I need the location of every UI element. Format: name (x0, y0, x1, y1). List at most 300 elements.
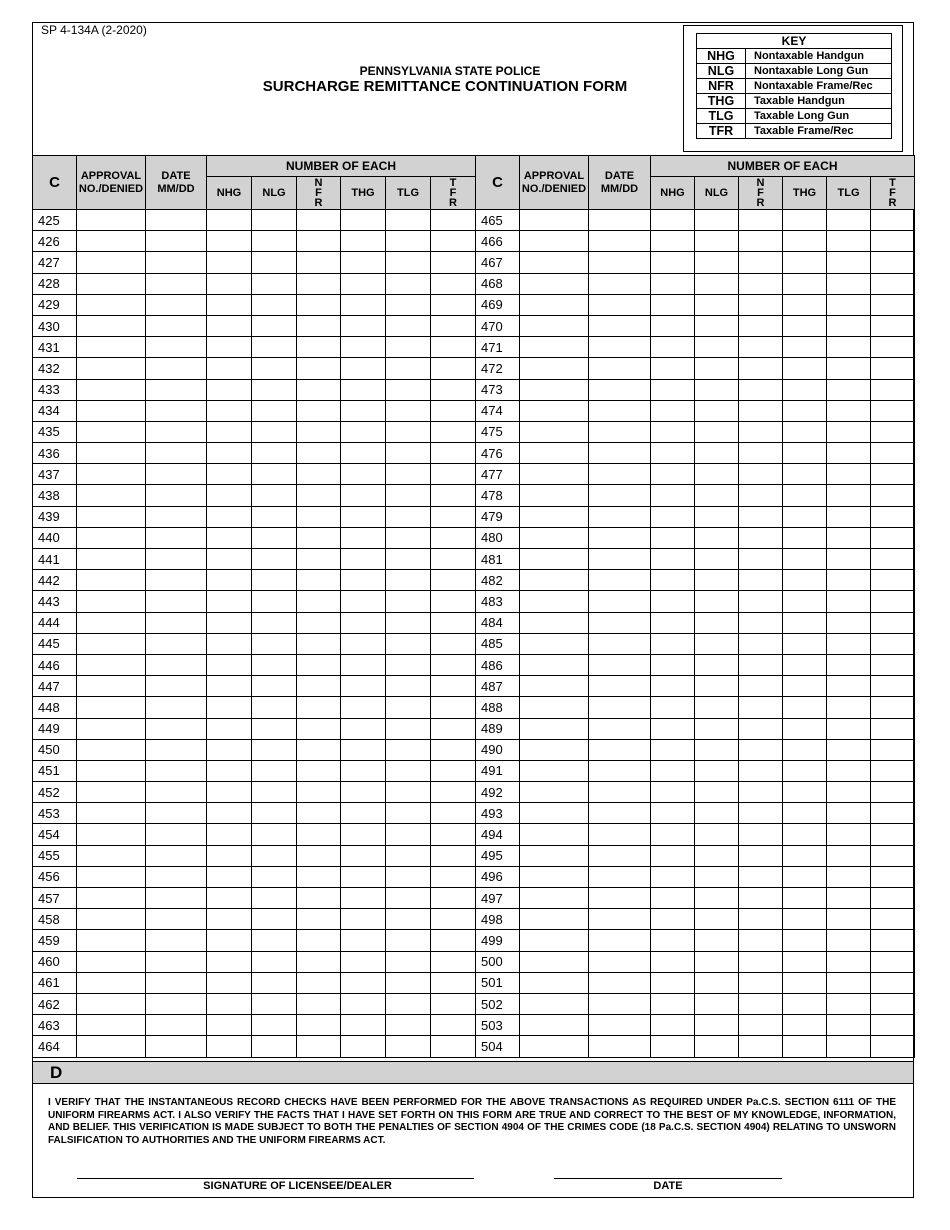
entry-cell[interactable] (520, 591, 589, 612)
entry-cell[interactable] (589, 421, 651, 442)
entry-cell[interactable] (651, 930, 695, 951)
entry-cell[interactable] (520, 570, 589, 591)
entry-cell[interactable] (589, 337, 651, 358)
entry-cell[interactable] (252, 400, 297, 421)
entry-cell[interactable] (651, 294, 695, 315)
entry-cell[interactable] (207, 972, 252, 993)
entry-cell[interactable] (146, 1015, 207, 1036)
entry-cell[interactable] (739, 337, 783, 358)
entry-cell[interactable] (739, 888, 783, 909)
entry-cell[interactable] (783, 824, 827, 845)
entry-cell[interactable] (739, 972, 783, 993)
entry-cell[interactable] (695, 633, 739, 654)
entry-cell[interactable] (431, 866, 476, 887)
entry-cell[interactable] (589, 273, 651, 294)
entry-cell[interactable] (297, 294, 341, 315)
entry-cell[interactable] (252, 570, 297, 591)
entry-cell[interactable] (252, 1036, 297, 1057)
entry-cell[interactable] (783, 930, 827, 951)
entry-cell[interactable] (520, 782, 589, 803)
entry-cell[interactable] (739, 739, 783, 760)
entry-cell[interactable] (386, 718, 431, 739)
entry-cell[interactable] (207, 273, 252, 294)
entry-cell[interactable] (783, 252, 827, 273)
entry-cell[interactable] (341, 930, 386, 951)
entry-cell[interactable] (520, 697, 589, 718)
entry-cell[interactable] (520, 824, 589, 845)
entry-cell[interactable] (520, 315, 589, 336)
entry-cell[interactable] (695, 231, 739, 252)
entry-cell[interactable] (651, 824, 695, 845)
entry-cell[interactable] (589, 485, 651, 506)
entry-cell[interactable] (341, 739, 386, 760)
entry-cell[interactable] (77, 930, 146, 951)
entry-cell[interactable] (431, 506, 476, 527)
entry-cell[interactable] (520, 654, 589, 675)
entry-cell[interactable] (827, 972, 871, 993)
entry-cell[interactable] (871, 909, 915, 930)
entry-cell[interactable] (695, 782, 739, 803)
entry-cell[interactable] (651, 379, 695, 400)
entry-cell[interactable] (739, 845, 783, 866)
entry-cell[interactable] (651, 400, 695, 421)
entry-cell[interactable] (146, 252, 207, 273)
entry-cell[interactable] (341, 252, 386, 273)
entry-cell[interactable] (651, 421, 695, 442)
entry-cell[interactable] (297, 803, 341, 824)
entry-cell[interactable] (146, 421, 207, 442)
entry-cell[interactable] (739, 591, 783, 612)
entry-cell[interactable] (783, 612, 827, 633)
entry-cell[interactable] (341, 951, 386, 972)
entry-cell[interactable] (146, 506, 207, 527)
entry-cell[interactable] (695, 527, 739, 548)
entry-cell[interactable] (695, 294, 739, 315)
entry-cell[interactable] (297, 506, 341, 527)
entry-cell[interactable] (341, 972, 386, 993)
entry-cell[interactable] (341, 210, 386, 231)
entry-cell[interactable] (252, 612, 297, 633)
entry-cell[interactable] (651, 1015, 695, 1036)
entry-cell[interactable] (589, 294, 651, 315)
entry-cell[interactable] (77, 739, 146, 760)
entry-cell[interactable] (146, 400, 207, 421)
entry-cell[interactable] (297, 697, 341, 718)
entry-cell[interactable] (651, 866, 695, 887)
entry-cell[interactable] (871, 612, 915, 633)
entry-cell[interactable] (520, 951, 589, 972)
entry-cell[interactable] (297, 888, 341, 909)
entry-cell[interactable] (871, 464, 915, 485)
entry-cell[interactable] (589, 1015, 651, 1036)
entry-cell[interactable] (695, 337, 739, 358)
entry-cell[interactable] (871, 866, 915, 887)
entry-cell[interactable] (297, 591, 341, 612)
entry-cell[interactable] (252, 718, 297, 739)
entry-cell[interactable] (871, 294, 915, 315)
entry-cell[interactable] (651, 718, 695, 739)
entry-cell[interactable] (77, 549, 146, 570)
entry-cell[interactable] (146, 570, 207, 591)
entry-cell[interactable] (695, 485, 739, 506)
entry-cell[interactable] (386, 252, 431, 273)
entry-cell[interactable] (783, 888, 827, 909)
entry-cell[interactable] (341, 379, 386, 400)
entry-cell[interactable] (207, 527, 252, 548)
entry-cell[interactable] (783, 400, 827, 421)
entry-cell[interactable] (77, 824, 146, 845)
entry-cell[interactable] (431, 782, 476, 803)
entry-cell[interactable] (739, 379, 783, 400)
entry-cell[interactable] (207, 782, 252, 803)
entry-cell[interactable] (589, 888, 651, 909)
entry-cell[interactable] (827, 1036, 871, 1057)
entry-cell[interactable] (77, 909, 146, 930)
entry-cell[interactable] (297, 527, 341, 548)
entry-cell[interactable] (252, 845, 297, 866)
entry-cell[interactable] (252, 294, 297, 315)
entry-cell[interactable] (386, 993, 431, 1014)
entry-cell[interactable] (252, 485, 297, 506)
entry-cell[interactable] (297, 464, 341, 485)
entry-cell[interactable] (651, 231, 695, 252)
entry-cell[interactable] (207, 210, 252, 231)
entry-cell[interactable] (739, 231, 783, 252)
entry-cell[interactable] (651, 739, 695, 760)
entry-cell[interactable] (146, 231, 207, 252)
entry-cell[interactable] (431, 888, 476, 909)
entry-cell[interactable] (871, 421, 915, 442)
entry-cell[interactable] (739, 718, 783, 739)
entry-cell[interactable] (297, 739, 341, 760)
entry-cell[interactable] (386, 549, 431, 570)
entry-cell[interactable] (431, 591, 476, 612)
entry-cell[interactable] (589, 909, 651, 930)
entry-cell[interactable] (297, 1015, 341, 1036)
entry-cell[interactable] (589, 400, 651, 421)
entry-cell[interactable] (431, 337, 476, 358)
entry-cell[interactable] (695, 273, 739, 294)
entry-cell[interactable] (827, 676, 871, 697)
entry-cell[interactable] (695, 866, 739, 887)
entry-cell[interactable] (77, 379, 146, 400)
entry-cell[interactable] (77, 676, 146, 697)
entry-cell[interactable] (520, 400, 589, 421)
entry-cell[interactable] (146, 845, 207, 866)
entry-cell[interactable] (520, 527, 589, 548)
entry-cell[interactable] (871, 633, 915, 654)
entry-cell[interactable] (871, 400, 915, 421)
entry-cell[interactable] (207, 676, 252, 697)
entry-cell[interactable] (651, 782, 695, 803)
entry-cell[interactable] (431, 549, 476, 570)
entry-cell[interactable] (77, 718, 146, 739)
entry-cell[interactable] (651, 993, 695, 1014)
entry-cell[interactable] (386, 358, 431, 379)
entry-cell[interactable] (589, 993, 651, 1014)
date-line[interactable] (554, 1178, 782, 1179)
entry-cell[interactable] (589, 718, 651, 739)
entry-cell[interactable] (252, 315, 297, 336)
entry-cell[interactable] (77, 888, 146, 909)
entry-cell[interactable] (783, 782, 827, 803)
entry-cell[interactable] (695, 697, 739, 718)
entry-cell[interactable] (739, 570, 783, 591)
entry-cell[interactable] (783, 972, 827, 993)
entry-cell[interactable] (252, 739, 297, 760)
entry-cell[interactable] (871, 210, 915, 231)
entry-cell[interactable] (739, 273, 783, 294)
entry-cell[interactable] (827, 252, 871, 273)
entry-cell[interactable] (77, 1015, 146, 1036)
entry-cell[interactable] (783, 527, 827, 548)
entry-cell[interactable] (146, 294, 207, 315)
entry-cell[interactable] (207, 888, 252, 909)
entry-cell[interactable] (827, 866, 871, 887)
entry-cell[interactable] (871, 527, 915, 548)
entry-cell[interactable] (589, 803, 651, 824)
entry-cell[interactable] (77, 591, 146, 612)
entry-cell[interactable] (77, 866, 146, 887)
entry-cell[interactable] (341, 400, 386, 421)
entry-cell[interactable] (520, 421, 589, 442)
entry-cell[interactable] (651, 485, 695, 506)
entry-cell[interactable] (871, 485, 915, 506)
entry-cell[interactable] (827, 993, 871, 1014)
entry-cell[interactable] (520, 993, 589, 1014)
entry-cell[interactable] (431, 909, 476, 930)
entry-cell[interactable] (297, 570, 341, 591)
entry-cell[interactable] (341, 612, 386, 633)
entry-cell[interactable] (77, 252, 146, 273)
entry-cell[interactable] (827, 294, 871, 315)
entry-cell[interactable] (341, 760, 386, 781)
entry-cell[interactable] (386, 845, 431, 866)
entry-cell[interactable] (871, 739, 915, 760)
entry-cell[interactable] (386, 506, 431, 527)
entry-cell[interactable] (783, 697, 827, 718)
entry-cell[interactable] (431, 315, 476, 336)
entry-cell[interactable] (739, 993, 783, 1014)
entry-cell[interactable] (146, 464, 207, 485)
entry-cell[interactable] (297, 549, 341, 570)
entry-cell[interactable] (695, 654, 739, 675)
entry-cell[interactable] (871, 443, 915, 464)
entry-cell[interactable] (431, 654, 476, 675)
entry-cell[interactable] (739, 210, 783, 231)
entry-cell[interactable] (207, 400, 252, 421)
entry-cell[interactable] (827, 443, 871, 464)
entry-cell[interactable] (827, 739, 871, 760)
entry-cell[interactable] (431, 464, 476, 485)
signature-line[interactable] (77, 1178, 474, 1179)
entry-cell[interactable] (783, 909, 827, 930)
entry-cell[interactable] (827, 421, 871, 442)
entry-cell[interactable] (386, 464, 431, 485)
entry-cell[interactable] (520, 506, 589, 527)
entry-cell[interactable] (651, 527, 695, 548)
entry-cell[interactable] (520, 676, 589, 697)
entry-cell[interactable] (651, 803, 695, 824)
entry-cell[interactable] (520, 443, 589, 464)
entry-cell[interactable] (77, 400, 146, 421)
entry-cell[interactable] (341, 527, 386, 548)
entry-cell[interactable] (783, 760, 827, 781)
entry-cell[interactable] (520, 231, 589, 252)
entry-cell[interactable] (297, 845, 341, 866)
entry-cell[interactable] (297, 676, 341, 697)
entry-cell[interactable] (431, 273, 476, 294)
entry-cell[interactable] (341, 273, 386, 294)
entry-cell[interactable] (431, 252, 476, 273)
entry-cell[interactable] (431, 210, 476, 231)
entry-cell[interactable] (252, 782, 297, 803)
entry-cell[interactable] (827, 718, 871, 739)
entry-cell[interactable] (871, 760, 915, 781)
entry-cell[interactable] (146, 591, 207, 612)
entry-cell[interactable] (651, 358, 695, 379)
entry-cell[interactable] (739, 951, 783, 972)
entry-cell[interactable] (146, 803, 207, 824)
entry-cell[interactable] (520, 739, 589, 760)
entry-cell[interactable] (871, 845, 915, 866)
entry-cell[interactable] (783, 358, 827, 379)
entry-cell[interactable] (783, 633, 827, 654)
entry-cell[interactable] (651, 1036, 695, 1057)
entry-cell[interactable] (207, 654, 252, 675)
entry-cell[interactable] (520, 1036, 589, 1057)
entry-cell[interactable] (297, 718, 341, 739)
entry-cell[interactable] (739, 485, 783, 506)
entry-cell[interactable] (827, 315, 871, 336)
entry-cell[interactable] (520, 972, 589, 993)
entry-cell[interactable] (739, 1015, 783, 1036)
entry-cell[interactable] (589, 379, 651, 400)
entry-cell[interactable] (871, 1015, 915, 1036)
entry-cell[interactable] (783, 379, 827, 400)
entry-cell[interactable] (386, 210, 431, 231)
entry-cell[interactable] (695, 210, 739, 231)
entry-cell[interactable] (207, 697, 252, 718)
entry-cell[interactable] (77, 443, 146, 464)
entry-cell[interactable] (589, 210, 651, 231)
entry-cell[interactable] (431, 697, 476, 718)
entry-cell[interactable] (207, 845, 252, 866)
entry-cell[interactable] (146, 210, 207, 231)
entry-cell[interactable] (341, 337, 386, 358)
entry-cell[interactable] (871, 358, 915, 379)
entry-cell[interactable] (739, 358, 783, 379)
entry-cell[interactable] (695, 612, 739, 633)
entry-cell[interactable] (520, 485, 589, 506)
entry-cell[interactable] (520, 252, 589, 273)
entry-cell[interactable] (252, 379, 297, 400)
entry-cell[interactable] (695, 1036, 739, 1057)
entry-cell[interactable] (520, 1015, 589, 1036)
entry-cell[interactable] (827, 570, 871, 591)
entry-cell[interactable] (739, 760, 783, 781)
entry-cell[interactable] (695, 379, 739, 400)
entry-cell[interactable] (341, 633, 386, 654)
entry-cell[interactable] (520, 273, 589, 294)
entry-cell[interactable] (651, 210, 695, 231)
entry-cell[interactable] (431, 718, 476, 739)
entry-cell[interactable] (871, 888, 915, 909)
entry-cell[interactable] (252, 1015, 297, 1036)
entry-cell[interactable] (739, 633, 783, 654)
entry-cell[interactable] (386, 654, 431, 675)
entry-cell[interactable] (297, 400, 341, 421)
entry-cell[interactable] (252, 358, 297, 379)
entry-cell[interactable] (589, 824, 651, 845)
entry-cell[interactable] (386, 379, 431, 400)
entry-cell[interactable] (827, 633, 871, 654)
entry-cell[interactable] (341, 315, 386, 336)
entry-cell[interactable] (871, 337, 915, 358)
entry-cell[interactable] (651, 633, 695, 654)
entry-cell[interactable] (827, 612, 871, 633)
entry-cell[interactable] (341, 824, 386, 845)
entry-cell[interactable] (386, 803, 431, 824)
entry-cell[interactable] (827, 231, 871, 252)
entry-cell[interactable] (431, 1015, 476, 1036)
entry-cell[interactable] (252, 231, 297, 252)
entry-cell[interactable] (827, 824, 871, 845)
entry-cell[interactable] (431, 824, 476, 845)
entry-cell[interactable] (297, 760, 341, 781)
entry-cell[interactable] (695, 951, 739, 972)
entry-cell[interactable] (207, 633, 252, 654)
entry-cell[interactable] (252, 803, 297, 824)
entry-cell[interactable] (207, 1015, 252, 1036)
entry-cell[interactable] (783, 549, 827, 570)
entry-cell[interactable] (386, 866, 431, 887)
entry-cell[interactable] (146, 676, 207, 697)
entry-cell[interactable] (783, 485, 827, 506)
entry-cell[interactable] (252, 337, 297, 358)
entry-cell[interactable] (431, 294, 476, 315)
entry-cell[interactable] (871, 803, 915, 824)
entry-cell[interactable] (783, 443, 827, 464)
entry-cell[interactable] (146, 972, 207, 993)
entry-cell[interactable] (297, 358, 341, 379)
entry-cell[interactable] (207, 570, 252, 591)
entry-cell[interactable] (827, 1015, 871, 1036)
entry-cell[interactable] (341, 591, 386, 612)
entry-cell[interactable] (297, 1036, 341, 1057)
entry-cell[interactable] (827, 591, 871, 612)
entry-cell[interactable] (520, 379, 589, 400)
entry-cell[interactable] (146, 549, 207, 570)
entry-cell[interactable] (783, 570, 827, 591)
entry-cell[interactable] (695, 1015, 739, 1036)
entry-cell[interactable] (146, 612, 207, 633)
entry-cell[interactable] (871, 591, 915, 612)
entry-cell[interactable] (207, 760, 252, 781)
entry-cell[interactable] (297, 972, 341, 993)
entry-cell[interactable] (827, 782, 871, 803)
entry-cell[interactable] (252, 506, 297, 527)
entry-cell[interactable] (77, 421, 146, 442)
entry-cell[interactable] (207, 294, 252, 315)
entry-cell[interactable] (827, 464, 871, 485)
entry-cell[interactable] (739, 294, 783, 315)
entry-cell[interactable] (341, 443, 386, 464)
entry-cell[interactable] (146, 760, 207, 781)
entry-cell[interactable] (589, 676, 651, 697)
entry-cell[interactable] (431, 485, 476, 506)
entry-cell[interactable] (252, 443, 297, 464)
